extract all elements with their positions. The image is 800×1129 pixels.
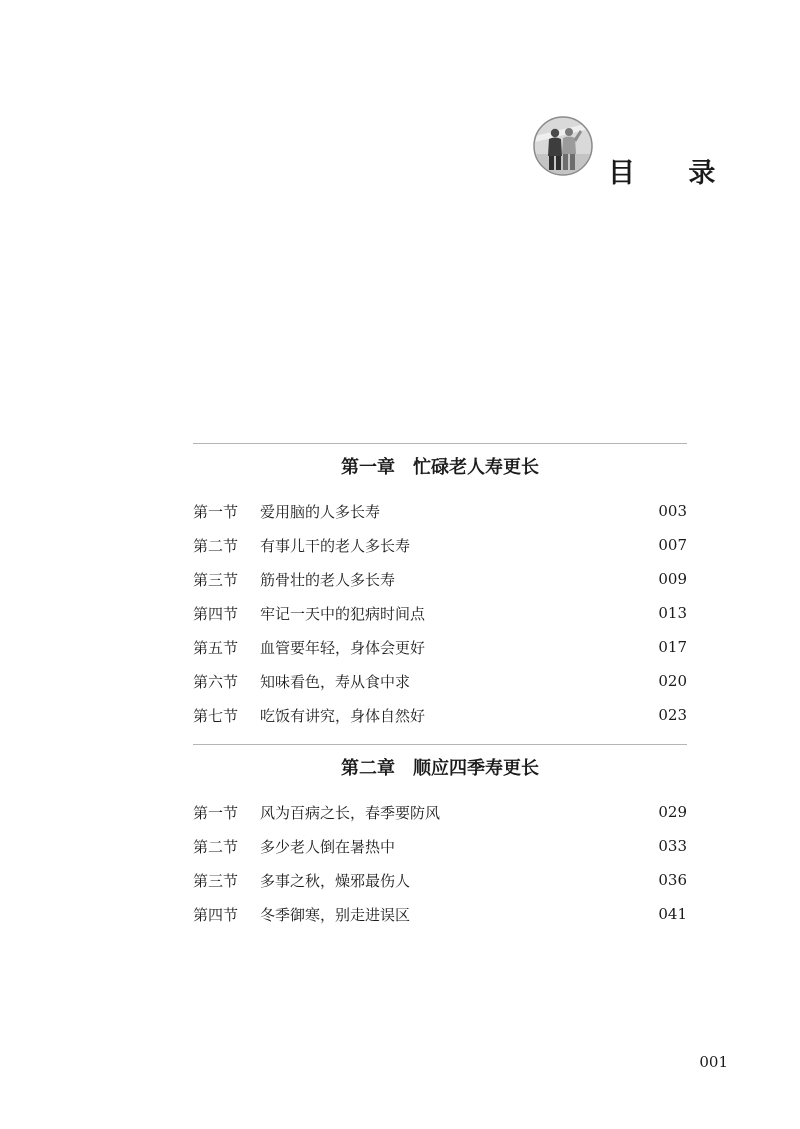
section-title: 吃饭有讲究，身体自然好	[260, 706, 426, 725]
chapter-divider	[193, 443, 687, 444]
toc-entry[interactable]	[193, 664, 687, 698]
section-label: 第一节	[193, 502, 239, 521]
section-title: 有事儿干的老人多长寿	[260, 536, 411, 555]
section-title: 血管要年轻，身体会更好	[260, 638, 426, 657]
section-label: 第二节	[193, 536, 239, 555]
section-label: 第七节	[193, 706, 239, 725]
section-page-number: 017	[658, 638, 687, 656]
table-of-contents	[193, 443, 687, 931]
toc-entry[interactable]	[193, 494, 687, 528]
section-label: 第四节	[193, 604, 239, 623]
section-page-number: 013	[658, 604, 687, 622]
page-number: 001	[699, 1053, 728, 1071]
section-page-number: 033	[658, 837, 687, 855]
page-title: 目 录	[608, 158, 738, 189]
section-page-number: 029	[658, 803, 687, 821]
elderly-couple-emblem-icon	[533, 116, 593, 176]
toc-entry[interactable]	[193, 528, 687, 562]
section-label: 第四节	[193, 905, 239, 924]
section-label: 第五节	[193, 638, 239, 657]
section-page-number: 009	[658, 570, 687, 588]
toc-entry[interactable]	[193, 829, 687, 863]
section-title: 筋骨壮的老人多长寿	[260, 570, 396, 589]
toc-entry[interactable]	[193, 795, 687, 829]
section-page-number: 003	[658, 502, 687, 520]
toc-entry[interactable]	[193, 630, 687, 664]
section-page-number: 007	[658, 536, 687, 554]
section-title: 知味看色，寿从食中求	[260, 672, 411, 691]
section-title: 爱用脑的人多长寿	[260, 502, 381, 521]
section-title: 牢记一天中的犯病时间点	[260, 604, 426, 623]
section-page-number: 020	[658, 672, 687, 690]
section-page-number: 023	[658, 706, 687, 724]
section-label: 第六节	[193, 672, 239, 691]
toc-entry[interactable]	[193, 562, 687, 596]
section-title: 冬季御寒，别走进误区	[260, 905, 411, 924]
section-title: 多少老人倒在暑热中	[260, 837, 396, 856]
section-label: 第三节	[193, 570, 239, 589]
toc-entry[interactable]	[193, 698, 687, 732]
section-page-number: 041	[658, 905, 687, 923]
section-label: 第二节	[193, 837, 239, 856]
chapter-title: 第一章 忙碌老人寿更长	[341, 457, 539, 478]
section-page-number: 036	[658, 871, 687, 889]
toc-entry[interactable]	[193, 596, 687, 630]
chapter-title: 第二章 顺应四季寿更长	[341, 758, 539, 779]
header-emblem	[533, 116, 593, 176]
toc-entry[interactable]	[193, 863, 687, 897]
chapter-2	[193, 744, 687, 931]
section-label: 第一节	[193, 803, 239, 822]
section-title: 风为百病之长，春季要防风	[260, 803, 441, 822]
section-label: 第三节	[193, 871, 239, 890]
chapter-divider	[193, 744, 687, 745]
chapter-1	[193, 443, 687, 732]
toc-entry[interactable]	[193, 897, 687, 931]
section-title: 多事之秋，燥邪最伤人	[260, 871, 411, 890]
